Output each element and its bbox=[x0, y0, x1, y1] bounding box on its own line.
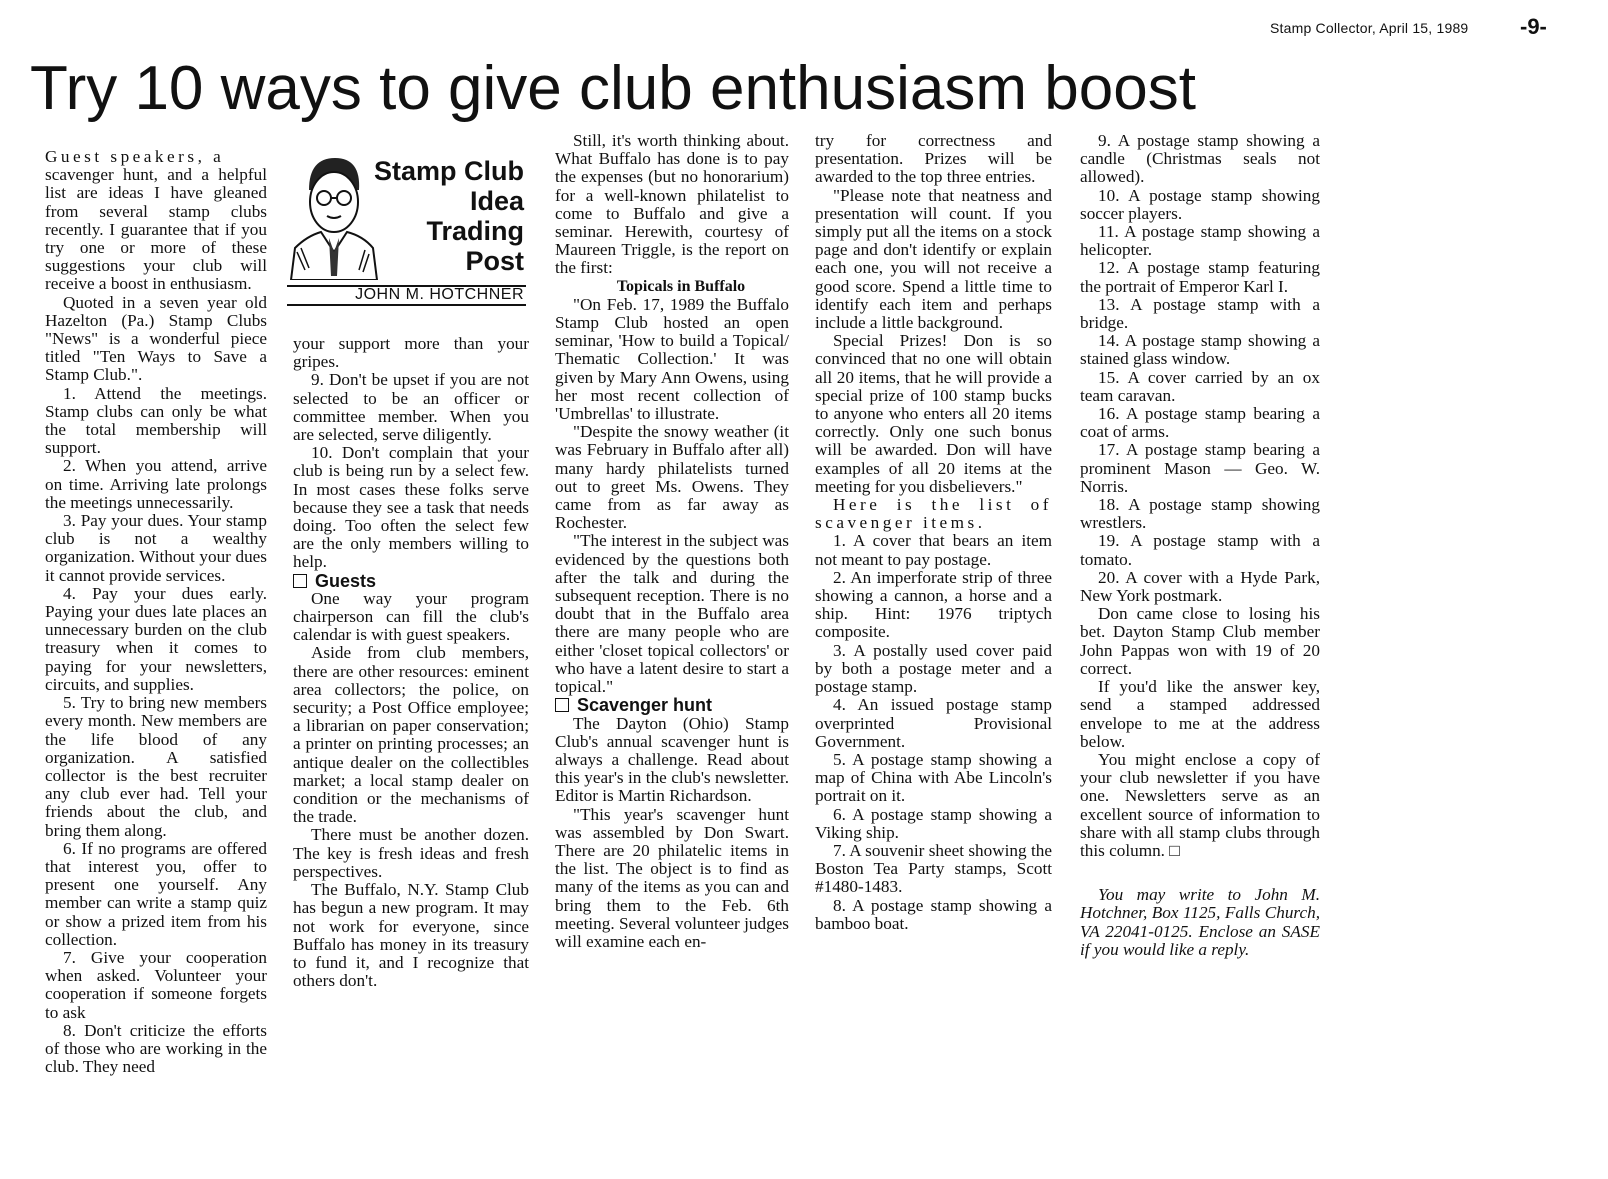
subhead-guests bbox=[293, 572, 529, 590]
list-item: 12. A postage stamp featuring the portrait of Emperor Karl I. bbox=[1080, 258, 1320, 296]
list-item: 16. A postage stamp bearing a coat of arms. bbox=[1080, 404, 1320, 442]
logo-title-line: Stamp Club bbox=[373, 156, 524, 186]
paragraph: 4. Pay your dues early. Paying your dues late places an unnecessary burden on the club treasury when it comes to paying for your newsletters, circuits, and supplies. bbox=[45, 583, 267, 694]
paragraph: There must be another dozen. The key is fresh ideas and fresh perspectives. bbox=[293, 825, 529, 881]
paragraph: You might enclose a copy of your club newsletter if you have one. Newsletters serve as an excellent source of information to share with all stamp clubs through this column. □ bbox=[1080, 749, 1320, 860]
paragraph: your support more than your gripes. bbox=[293, 334, 529, 372]
list-item: 7. A souvenir sheet showing the Boston Tea Party stamps, Scott #1480-1483. bbox=[815, 840, 1052, 897]
paragraph: "Despite the snowy weather (it was February in Buffalo after all) many hardy philatelists turned out to greet Ms. Owens. They came from as far away as Rochester. bbox=[555, 422, 789, 533]
list-item: 11. A postage stamp showing a helicopter. bbox=[1080, 222, 1320, 260]
paragraph: 9. Don't be upset if you are not selected to be an officer or committee member. When you are selected, serve diligently. bbox=[293, 370, 529, 445]
paragraph: Don came close to losing his bet. Dayton Stamp Club member John Pappas won with 19 of 20 correct. bbox=[1080, 604, 1320, 678]
list-item: 20. A cover with a Hyde Park, New York postmark. bbox=[1080, 567, 1320, 606]
logo-title bbox=[374, 156, 524, 276]
paragraph: "Please note that neatness and presentation will count. If you simply put all the items on a stock page and don't identify or explain each one, you will not receive a good score. Spend a little time to identify each item and perhaps include a little background. bbox=[815, 185, 1052, 333]
paragraph: One way your program chairperson can fill the club's calendar is with guest speakers. bbox=[293, 588, 529, 645]
article-column-1 bbox=[45, 148, 267, 1076]
list-item: 6. A postage stamp showing a Viking ship. bbox=[815, 804, 1052, 842]
paragraph: The Dayton (Ohio) Stamp Club's annual scavenger hunt is always a challenge. Read about this year's in the club's newsletter. Editor is Martin Richardson. bbox=[555, 713, 789, 806]
paragraph: Special Prizes! Don is so convinced that no one will obtain all 20 items, that he will provide a special prize of 100 stamp bucks to anyone who enters all 20 items correctly. Only one such bonus will be awarded. Don will have examples of all 20 items at the meeting for you disbelievers." bbox=[815, 331, 1052, 496]
author-portrait-icon bbox=[287, 152, 379, 280]
list-item: 19. A postage stamp with a tomato. bbox=[1080, 531, 1320, 569]
paragraph: Still, it's worth thinking about. What Buffalo has done is to pay the expenses (but no honorarium) for a well-known philatelist to come to Buffalo and give a seminar. Herewith, courtesy of Maureen Triggle, is the report on the first: bbox=[555, 131, 789, 278]
paragraph: Quoted in a seven year old Hazelton (Pa.) Stamp Clubs "News" is a wonderful piece titled "Ten Ways to Save a Stamp Club.". bbox=[45, 292, 267, 385]
paragraph: If you'd like the answer key, send a stamped addressed envelope to me at the address below. bbox=[1080, 677, 1320, 751]
paragraph: 10. Don't complain that your club is being run by a select few. In most cases these folks serve because they see a task that needs doing. Too often the select few are the only members willing to help. bbox=[293, 443, 529, 572]
paragraph: Here is the list of scavenger items. bbox=[815, 495, 1052, 533]
paragraph: 1. Attend the meetings. Stamp clubs can only be what the total membership will support. bbox=[45, 383, 267, 458]
paragraph: The Buffalo, N.Y. Stamp Club has begun a new program. It may not work for everyone, since Buffalo has money in its treasury to fund it, and I recognize that others don't. bbox=[293, 880, 529, 991]
paragraph: "This year's scavenger hunt was assembled by Don Swart. There are 20 philatelic items in the list. The object is to find as many of the items as you can and bring them to the Feb. 6th meeting. Several volunteer judges will examine each en- bbox=[555, 804, 789, 951]
article-column-5 bbox=[1080, 132, 1320, 959]
paragraph: try for correctness and presentation. Prizes will be awarded to the top three entries. bbox=[815, 131, 1052, 187]
paragraph: 3. Pay your dues. Your stamp club is not a wealthy organization. Without your dues it cannot provide services. bbox=[45, 511, 267, 585]
column-logo bbox=[287, 146, 532, 306]
subhead-text: Guests bbox=[315, 570, 377, 591]
paragraph: Aside from club members, there are other resources: eminent area collectors; the police, on security; a Post Office employee; a librarian on paper conservation; a printer on printing processes; an antique dealer on the collectibles market; a local stamp dealer on condition or the mechanisms of the trade. bbox=[293, 643, 529, 827]
logo-title-line: Post bbox=[465, 246, 524, 276]
byline: JOHN M. HOTCHNER bbox=[355, 286, 524, 303]
article-column-3 bbox=[555, 132, 789, 951]
list-item: 1. A cover that bears an item not meant to pay postage. bbox=[815, 531, 1052, 569]
list-item: 13. A postage stamp with a bridge. bbox=[1080, 294, 1320, 333]
paragraph: 6. If no programs are offered that interest you, offer to present one yourself. Any member can write a stamp quiz or show a prized item from his collection. bbox=[45, 838, 267, 949]
article-column-4 bbox=[815, 132, 1052, 933]
list-item: 14. A postage stamp showing a stained glass window. bbox=[1080, 331, 1320, 369]
list-item: 2. An imperforate strip of three showing a cannon, a horse and a ship. Hint: 1976 triptych composite. bbox=[815, 567, 1052, 642]
paragraph: 5. Try to bring new members every month. New members are the life blood of any organization. A satisfied collector is the best recruiter any club ever had. Tell your friends about the club, and bring them along. bbox=[45, 693, 267, 840]
list-item: 4. An issued postage stamp overprinted Provisional Government. bbox=[815, 695, 1052, 751]
logo-title-line: Trading bbox=[426, 216, 524, 246]
list-item: 5. A postage stamp showing a map of China with Abe Lincoln's portrait on it. bbox=[815, 749, 1052, 806]
list-item: 18. A postage stamp showing wrestlers. bbox=[1080, 495, 1320, 533]
masthead: Stamp Collector, April 15, 1989 bbox=[1270, 20, 1469, 36]
lead-paragraph: Guest speakers, a bbox=[45, 147, 225, 166]
list-item: 17. A postage stamp bearing a prominent Mason — Geo. W. Norris. bbox=[1080, 440, 1320, 496]
divider bbox=[287, 304, 526, 306]
list-item: 8. A postage stamp showing a bamboo boat. bbox=[815, 895, 1052, 933]
subhead-scavenger-hunt bbox=[555, 696, 789, 714]
section-title: Topicals in Buffalo bbox=[616, 277, 746, 295]
list-item: 10. A postage stamp showing soccer players. bbox=[1080, 185, 1320, 223]
list-item: 15. A cover carried by an ox team caravan. bbox=[1080, 367, 1320, 405]
article-column-2 bbox=[293, 335, 529, 990]
logo-title-line: Idea bbox=[469, 186, 524, 216]
subhead-text: Scavenger hunt bbox=[577, 695, 713, 716]
checkbox-bullet-icon bbox=[293, 574, 307, 588]
paragraph: "The interest in the subject was evidenced by the questions both after the talk and during the subsequent reception. There is no doubt that in the Buffalo area there are many people who are either 'closet topical collectors' or who have a latent desire to start a topical." bbox=[555, 531, 789, 697]
page-number: -9- bbox=[1520, 14, 1547, 39]
author-signoff: You may write to John M. Hotchner, Box 1125, Falls Church, VA 22041-0125. Enclose an SASE if you would like a reply. bbox=[1080, 885, 1320, 959]
paragraph: 7. Give your cooperation when asked. Volunteer your cooperation if someone forgets to ask bbox=[45, 947, 267, 1022]
list-item: 9. A postage stamp showing a candle (Christmas seals not allowed). bbox=[1080, 131, 1320, 187]
list-item: 3. A postally used cover paid by both a postage meter and a postage stamp. bbox=[815, 640, 1052, 697]
checkbox-bullet-icon bbox=[555, 698, 569, 712]
paragraph: 8. Don't criticize the efforts of those who are working in the club. They need bbox=[45, 1020, 267, 1077]
headline: Try 10 ways to give club enthusiasm boost bbox=[30, 54, 1196, 123]
paragraph: 2. When you attend, arrive on time. Arriving late prolongs the meetings unnecessarily. bbox=[45, 456, 267, 512]
paragraph: "On Feb. 17, 1989 the Buffalo Stamp Club hosted an open seminar, 'How to build a Topical/ Thematic Collection.' It was given by Mary Ann Owens, using her most recent collection of 'Umbrellas' to illustrate. bbox=[555, 294, 789, 424]
paragraph: scavenger hunt, and a helpful list are ideas I have gleaned from several stamp clubs recently. I guarantee that if you try one or more of these suggestions your club will receive a boost in enthusiasm. bbox=[45, 165, 267, 294]
